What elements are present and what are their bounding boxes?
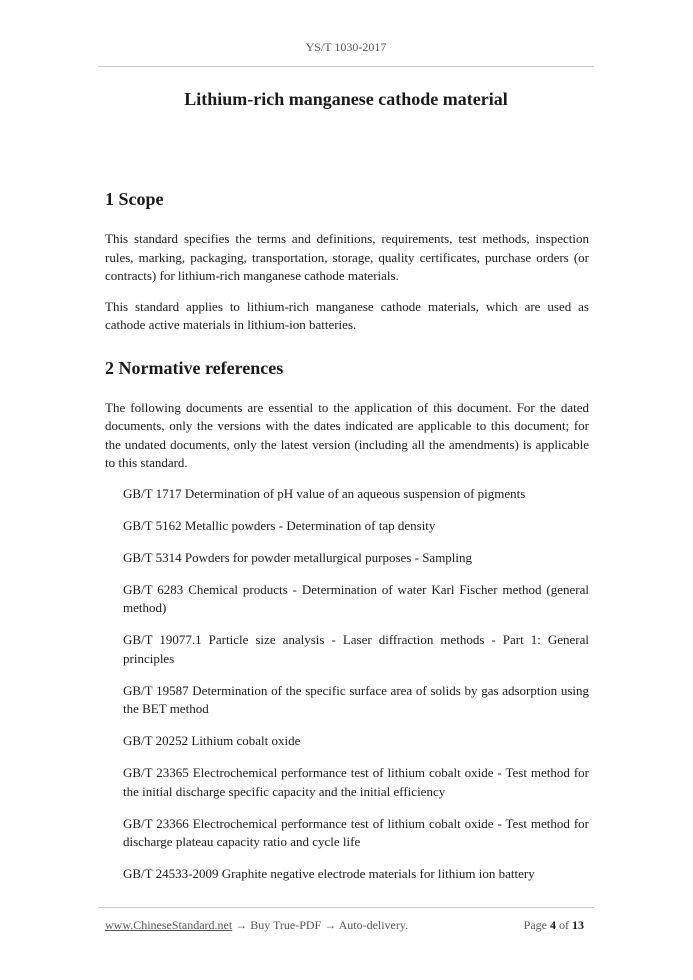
footer-promo	[105, 918, 408, 933]
page-indicator	[524, 918, 584, 933]
page-current: 4	[550, 918, 556, 932]
reference-item: GB/T 19587 Determination of the specific surface area of solids by gas adsorption using the BET method	[123, 682, 589, 716]
reference-item: GB/T 19077.1 Particle size analysis - Laser diffraction methods - Part 1: General principles	[123, 632, 589, 666]
of-word: of	[559, 918, 569, 932]
reference-item: GB/T 5162 Metallic powders - Determination of tap density	[123, 517, 436, 533]
scope-paragraph-2: This standard applies to lithium-rich manganese cathode materials, which are used as cathode active materials in lithium-ion batteries.	[105, 298, 589, 332]
reference-item: GB/T 23365 Electrochemical performance test of lithium cobalt oxide - Test method for the initial discharge specific capacity and the initial efficiency	[123, 765, 589, 799]
scope-paragraph-1: This standard specifies the terms and definitions, requirements, test methods, inspection rules, marking, packaging, transportation, storage, quality certificates, purchase orders (or contracts) for lithium-rich manganese cathode materials.	[105, 231, 589, 283]
section-heading-normative-references: 2 Normative references	[105, 357, 284, 378]
page-total: 13	[572, 918, 584, 932]
section-heading-scope: 1 Scope	[105, 189, 164, 209]
main-content	[105, 186, 589, 897]
reference-list	[123, 485, 589, 884]
footer-tagline: → Buy True-PDF → Auto-delivery.	[232, 918, 409, 932]
reference-item: GB/T 6283 Chemical products - Determination of water Karl Fischer method (general method)	[123, 581, 589, 615]
reference-item: GB/T 23366 Electrochemical performance test of lithium cobalt oxide - Test method for discharge plateau capacity ratio and cycle life	[123, 815, 589, 849]
normative-intro-paragraph: The following documents are essential to the application of this document. For the dated documents, only the versions with the dates indicated are applicable to this document; for the undated documents, only the latest version (including all the amendments) is applicable to this standard.	[105, 399, 589, 470]
reference-item: GB/T 5314 Powders for powder metallurgical purposes - Sampling	[123, 549, 473, 565]
page-word: Page	[523, 918, 547, 932]
reference-item: GB/T 20252 Lithium cobalt oxide	[123, 733, 301, 748]
document-title: Lithium-rich manganese cathode material	[184, 89, 508, 109]
footer-divider	[98, 907, 594, 908]
reference-item: GB/T 24533-2009 Graphite negative electrode materials for lithium ion battery	[123, 866, 535, 881]
running-header: YS/T 1030-2017	[305, 40, 387, 54]
reference-item: GB/T 1717 Determination of pH value of an aqueous suspension of pigments	[123, 485, 526, 501]
header-divider	[98, 66, 594, 67]
site-link[interactable]: www.ChineseStandard.net	[105, 918, 233, 932]
